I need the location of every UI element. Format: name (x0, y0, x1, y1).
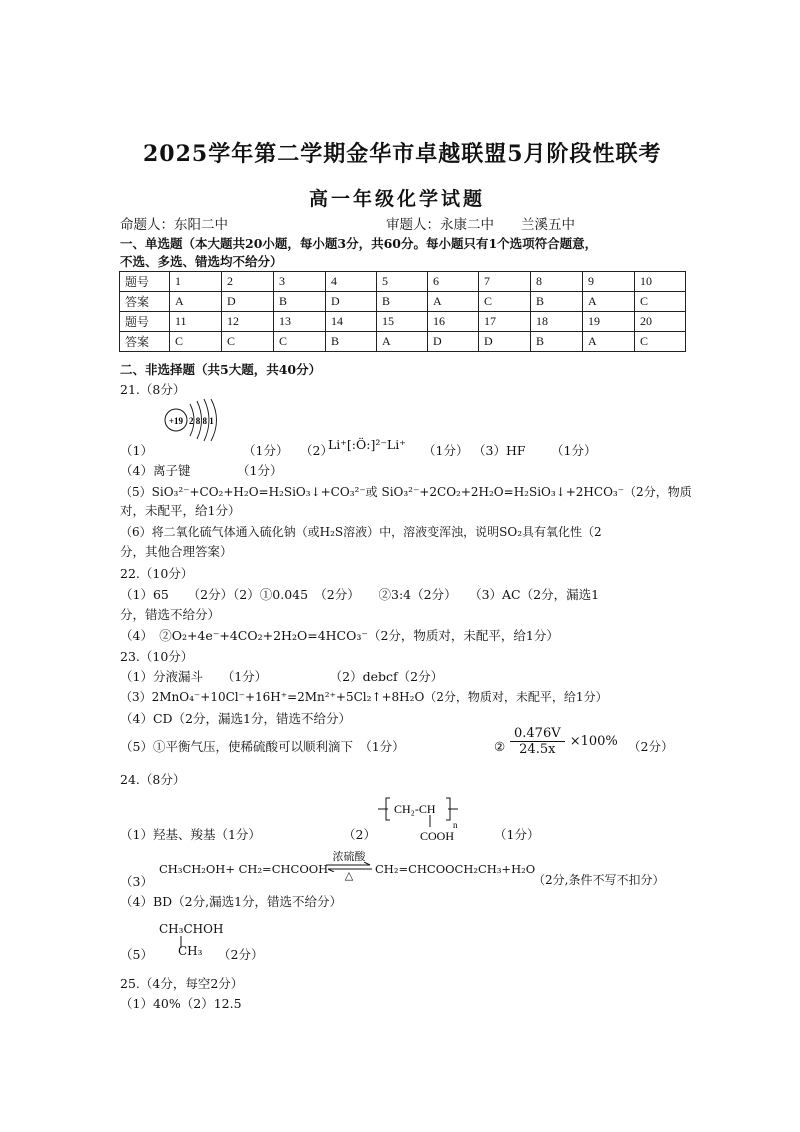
table-row-questions-2 (120, 312, 686, 332)
table-cell: A (428, 292, 479, 312)
q21-part2-label: （2） (300, 443, 333, 458)
q23-line3: （4）CD（2分，漏选1分，错选不给分） (120, 711, 351, 726)
q24-part3-label: （3） (120, 874, 153, 889)
q24-part2-label: （2） (343, 827, 376, 842)
atom-nucleus-label: +19 (168, 416, 184, 426)
section1-heading: 一、单选题（本大题共20小题，每小题3分，共60分。每小题只有1个选项符合题意， (120, 236, 598, 251)
question-reviewer: 审题人：永康二中 兰溪五中 (386, 217, 575, 233)
table-cell: 2 (222, 272, 274, 292)
table-cell: C (222, 332, 274, 352)
q21-part3-score: （1分） (551, 443, 597, 458)
q23-line2: （3）2MnO₄⁻+10Cl⁻+16H⁺=2Mn²⁺+5Cl₂↑+8H₂O（2分，物质对，未配平，给1分） (120, 690, 608, 704)
q21-part6-cont: 分，其他合理答案） (120, 544, 233, 559)
q23-circle-2: ② (494, 739, 506, 754)
q22-line2: （4） ②O₂+4e⁻+4CO₂+2H₂O=4HCO₃⁻（2分，物质对，未配平，给1分） (120, 628, 559, 643)
table-cell: A (583, 332, 635, 352)
table-cell: 5 (377, 272, 428, 292)
q24-reaction-left: CH₃CH₂OH+ CH₂=CHCOOH (159, 862, 329, 876)
table-cell: 3 (274, 272, 326, 292)
table-cell: D (326, 292, 377, 312)
q24-line1: （1）羟基、羧基（1分） (120, 827, 261, 842)
q23-fraction (510, 726, 618, 757)
table-cell: D (428, 332, 479, 352)
q24-condition-bottom: △ (344, 869, 354, 882)
q24-part3-score: （2分,条件不写不扣分） (533, 873, 665, 887)
fraction-numerator: 0.476V (510, 726, 565, 742)
table-cell: 16 (428, 312, 479, 332)
q22-line1-cont: 分，错选不给分） (120, 607, 221, 622)
q25-heading: 25.（4分，每空2分） (120, 976, 244, 991)
table-cell: A (583, 292, 635, 312)
q21-part4: （4）离子键 (120, 463, 191, 478)
potassium-atom-structure-diagram (160, 398, 230, 442)
table-cell: C (479, 292, 531, 312)
q23-line4: （5）①平衡气压，使稀硫酸可以顺利滴下 （1分） (120, 739, 405, 754)
q24-part5-structure-top: CH₃CHOH (159, 922, 224, 936)
page-title: 2025学年第二学期金华市卓越联盟5月阶段性联考 (143, 141, 662, 167)
table-cell: D (222, 292, 274, 312)
table-cell: 20 (635, 312, 686, 332)
q21-part3: （3）HF (473, 443, 526, 458)
q22-heading: 22.（10分） (120, 566, 194, 581)
q21-electron-dot-formula: Li⁺[:Ö:]²⁻Li⁺ (328, 437, 406, 452)
table-cell: 14 (326, 312, 377, 332)
polymer-structure (376, 790, 486, 845)
q21-part5: （5）SiO₃²⁻+CO₂+H₂O=H₂SiO₃↓+CO₃²⁻或 SiO₃²⁻+2CO₂+2H₂O=H₂SiO₃↓+2HCO₃⁻（2分，物质 (120, 485, 692, 499)
atom-shell-numbers: 2 8 8 1 (189, 416, 214, 426)
section1-heading-2: 不选、多选、错选均不给分） (120, 254, 283, 269)
table-cell: B (377, 292, 428, 312)
table-cell: C (635, 332, 686, 352)
table-row-questions-1 (120, 272, 686, 292)
polymer-group-label: COOH (420, 829, 455, 843)
table-row-answers-2 (120, 332, 686, 352)
q21-part1-score: （1分） (243, 443, 289, 458)
table-cell: B (274, 292, 326, 312)
fraction-denominator: 24.5x (519, 742, 556, 757)
fraction (510, 726, 565, 757)
q23-line1: （1）分液漏斗 （1分） （2）debcf（2分） (120, 669, 444, 684)
table-cell: 15 (377, 312, 428, 332)
table-cell: A (170, 292, 222, 312)
table-cell: 19 (583, 312, 635, 332)
q21-part4-score: （1分） (237, 463, 283, 478)
q21-part1-label: （1） (120, 443, 153, 458)
polymer-n-label: n (453, 820, 458, 830)
table-cell: 17 (479, 312, 531, 332)
table-cell: B (531, 292, 583, 312)
row-label: 答案 (120, 292, 170, 312)
table-cell: C (274, 332, 326, 352)
table-cell: 4 (326, 272, 377, 292)
table-cell: 11 (170, 312, 222, 332)
table-cell: 7 (479, 272, 531, 292)
q21-part2-score: （1分） (423, 443, 469, 458)
table-cell: D (479, 332, 531, 352)
table-cell: C (170, 332, 222, 352)
table-cell: 18 (531, 312, 583, 332)
answer-table (119, 271, 686, 352)
table-row-answers-1 (120, 292, 686, 312)
q23-line4-score: （2分） (628, 739, 674, 754)
q21-heading: 21.（8分） (120, 382, 186, 397)
q24-part2-score: （1分） (494, 827, 540, 842)
q24-part5-label: （5） (120, 947, 153, 962)
q23-heading: 23.（10分） (120, 649, 194, 664)
q24-line4: （4）BD（2分,漏选1分，错选不给分） (120, 894, 343, 909)
q24-heading: 24.（8分） (120, 772, 186, 787)
section2-heading: 二、非选择题（共5大题，共40分） (120, 362, 322, 377)
row-label: 答案 (120, 332, 170, 352)
table-cell: A (377, 332, 428, 352)
table-cell: 9 (583, 272, 635, 292)
q24-part5-score: （2分） (218, 947, 264, 962)
polymer-chain-label: CH₂-CH (394, 802, 436, 816)
table-cell: 12 (222, 312, 274, 332)
q25-line1: （1）40%（2）12.5 (120, 996, 242, 1011)
q21-part6: （6）将二氧化硫气体通入硫化钠（或H₂S溶液）中，溶液变浑浊，说明SO₂具有氧化性（2 (120, 525, 602, 539)
table-cell: B (531, 332, 583, 352)
q24-part5-structure-bottom: CH₃ (178, 944, 203, 958)
table-cell: B (326, 332, 377, 352)
q24-condition-top: 浓硫酸 (332, 850, 366, 863)
q24-reaction-right: CH₂=CHCOOCH₂CH₃+H₂O (375, 862, 536, 876)
table-cell: C (635, 292, 686, 312)
table-cell: 13 (274, 312, 326, 332)
q22-line1: （1）65 （2分）（2）①0.045 （2分） ②3:4（2分） （3）AC（2分，漏选1 (120, 587, 600, 602)
table-cell: 1 (170, 272, 222, 292)
question-setter: 命题人：东阳二中 (120, 217, 228, 233)
fraction-tail: ×100% (569, 734, 618, 749)
page-subtitle: 高一年级化学试题 (309, 188, 486, 210)
table-cell: 10 (635, 272, 686, 292)
table-cell: 8 (531, 272, 583, 292)
row-label: 题号 (120, 312, 170, 332)
table-cell: 6 (428, 272, 479, 292)
row-label: 题号 (120, 272, 170, 292)
q21-part5-cont: 对，未配平，给1分） (120, 503, 241, 518)
